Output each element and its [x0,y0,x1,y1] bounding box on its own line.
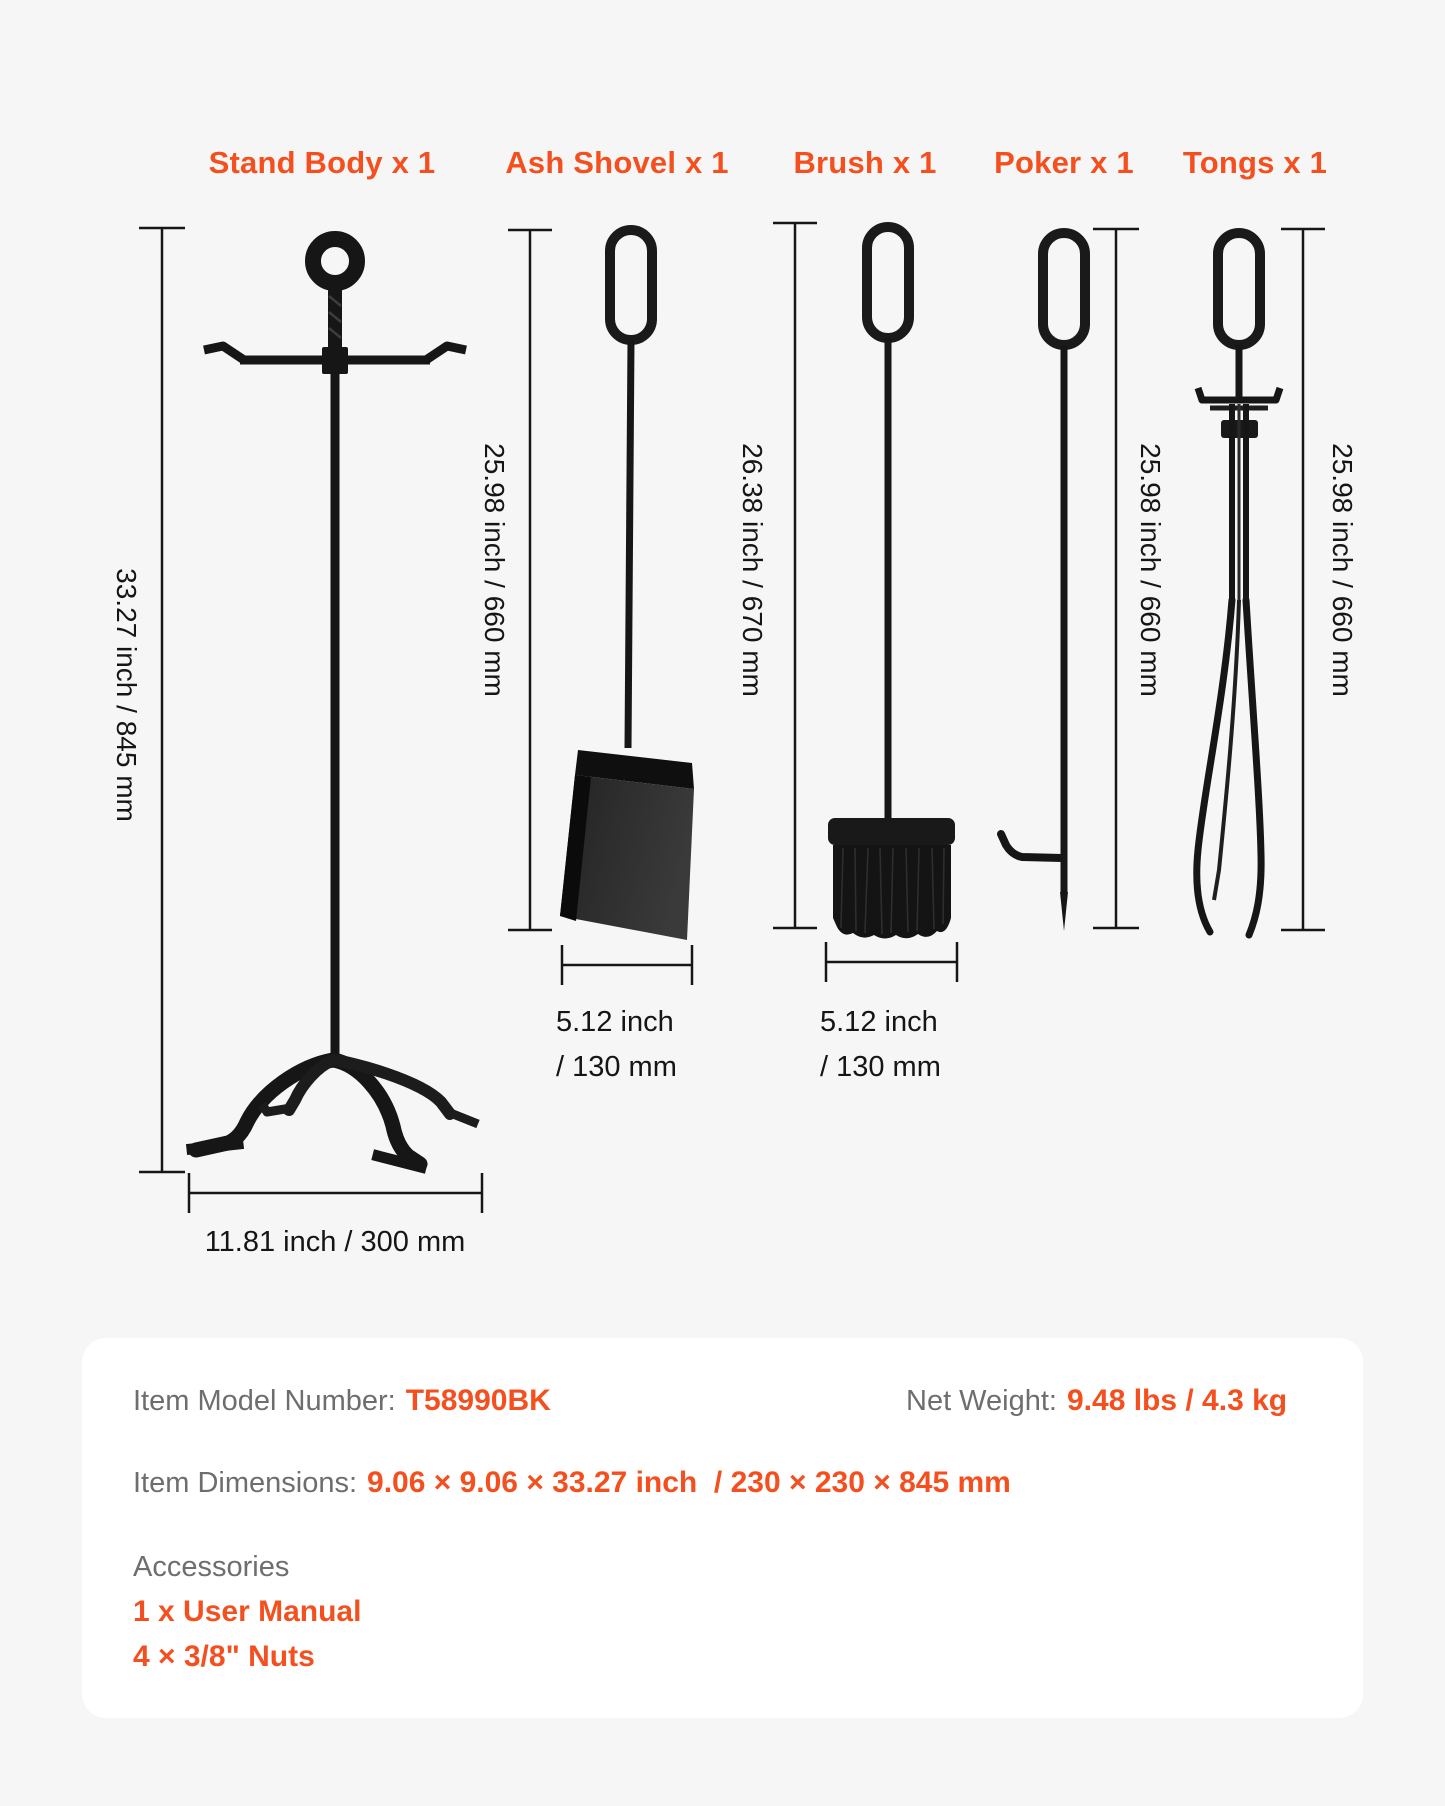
stand-body-graphic [192,239,478,1167]
model-label: Item Model Number: [133,1385,396,1417]
brush-width-label-line2: / 130 mm [820,1051,941,1083]
accessory-item: 4 × 3/8" Nuts [133,1640,315,1673]
tool-title-tongs: Tongs x 1 [1182,145,1328,180]
shovel-height-dimension-line [508,230,552,930]
tool-title-brush: Brush x 1 [793,145,937,180]
poker-graphic [1001,233,1085,931]
shovel-width-label-line2: / 130 mm [556,1051,677,1083]
brush-width-dimension-line [826,942,957,982]
accessories-heading: Accessories [133,1551,290,1583]
ash-shovel-graphic [560,230,694,940]
dimensions-value: 9.06 × 9.06 × 33.27 inch / 230 × 230 × 845 mm [367,1466,1011,1499]
spec-card [82,1338,1363,1718]
accessory-item: 1 x User Manual [133,1595,362,1628]
tongs-graphic [1197,233,1280,935]
tool-title-ash-shovel: Ash Shovel x 1 [505,145,729,180]
dimensions-label: Item Dimensions: [133,1467,358,1499]
model-row [133,1384,1288,1418]
brush-height-dimension-line [773,223,817,928]
tongs-height-label: 25.98 inch / 660 mm [1327,443,1358,697]
poker-height-label: 25.98 inch / 660 mm [1135,443,1166,697]
weight-label: Net Weight: [906,1385,1057,1417]
model-value: T58990BK [405,1384,551,1417]
brush-width-label [820,1000,941,1090]
shovel-width-label-line1: 5.12 inch [556,1006,674,1038]
brush-graphic [828,227,955,939]
stand-width-dimension-line [189,1173,482,1213]
brush-height-label: 26.38 inch / 670 mm [737,443,768,697]
shovel-width-label [556,1000,677,1090]
weight-value: 9.48 lbs / 4.3 kg [1066,1384,1288,1417]
tool-title-poker: Poker x 1 [994,145,1134,180]
shovel-width-dimension-line [562,945,692,985]
weight-group [906,1384,1287,1418]
stand-height-label: 33.27 inch / 845 mm [111,568,142,822]
shovel-height-label: 25.98 inch / 660 mm [479,443,510,697]
dimensions-row [133,1466,1011,1500]
tool-title-stand-body: Stand Body x 1 [208,145,436,180]
tongs-height-dimension-line [1281,229,1325,930]
brush-width-label-line1: 5.12 inch [820,1006,938,1038]
stand-width-label: 11.81 inch / 300 mm [204,1226,466,1258]
